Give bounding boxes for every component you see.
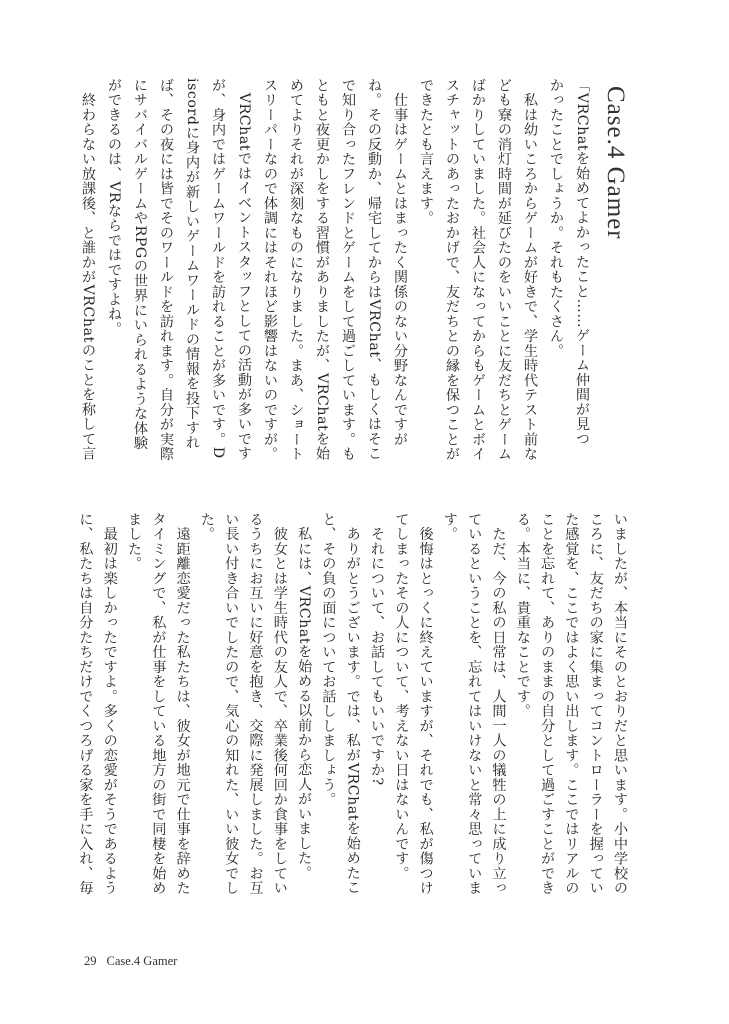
text-column: iscordに身内が新しいゲームワールドの情報を投下すれ [184, 78, 200, 450]
text-column: 後悔はとっくに終えていますが、それでも、私が傷つけ [417, 512, 434, 896]
text-column: できたとも言えます。 [418, 78, 434, 226]
text-column: ができるのは、VRならではですよね。 [106, 78, 122, 337]
text-column: ました。 [126, 512, 142, 571]
text-column: VRChatではイベントスタッフとしての活動が多いです [236, 78, 252, 461]
text-column: 私は幼いころからゲームが好きで、学生時代テスト前な [522, 78, 538, 462]
text-column: 「VRChatを始めてよかったこと……ゲーム仲間が見つ [574, 78, 590, 447]
text-column: ば、その夜には皆でそのワールドを訪れます。自分が実際 [158, 78, 174, 462]
text-column: かったことでしょうか。それもたくさん。 [548, 78, 564, 359]
page-footer [84, 954, 187, 969]
text-column: た感覚を、ここではよく思い出します。ここではリアルの [563, 512, 580, 896]
text-column: ともと夜更かしをする習慣がありましたが、VRChatを始 [314, 78, 330, 461]
text-column: ね。その反動か、帰宅してからはVRChat、もしくはそこ [366, 78, 382, 461]
text-column: 最初は楽しかったですよ。多くの恋愛がそうであるよう [101, 512, 118, 896]
text-column: い長い付き合いでしたので、気心の知れた、いい彼女でし [223, 512, 240, 896]
text-column: ころに、友だちの家に集まってコントローラーを握ってい [587, 512, 604, 896]
text-column: が、身内ではゲームワールドを訪れることが多いです。D [210, 78, 226, 459]
text-column: ありがとうございます。では、私がVRChatを始めたこ [344, 512, 361, 895]
text-column: と、その負の面についてお話ししましょう。 [320, 512, 337, 807]
text-column: スチャットのあったおかげで、友だちとの縁を保つことが [444, 78, 460, 462]
text-column: てしまったその人について、考えない日はないんです。 [393, 512, 410, 881]
text-column: ばかりしていました。社会人になってからもゲームとボイ [470, 78, 486, 462]
text-column: 終わらない放課後、と誰かがVRChatのことを称して言 [80, 78, 96, 461]
text-column: タイミングで、私が仕事をしている地方の街で同棲を始め [150, 512, 167, 896]
text-column: いましたが、本当にそのとおりだと思います。小中学校の [612, 512, 628, 896]
text-column: ことを忘れて、ありのままの自分として過ごすことができ [539, 512, 556, 896]
running-title: Case.4 Gamer [106, 954, 178, 968]
page-number: 29 [84, 954, 97, 968]
text-column: る。本当に、貴重なことです。 [514, 512, 531, 719]
text-column: た。 [198, 512, 215, 542]
text-column: ているということを、忘れてはいけないと常々思っていま [466, 512, 483, 896]
text-column: スリーパーなので体調にはそれほど影響はないのですが。 [262, 78, 278, 462]
text-column: に、私たちは自分たちだけでくつろげる家を手に入れ、毎 [77, 512, 94, 896]
text-column: それについて、お話してもいいですか? [369, 512, 385, 786]
text-column: で知り合ったフレンドとゲームをして過ごしています。も [340, 78, 356, 462]
text-column: めてよりそれが深刻なものになりました。まあ、ショート [288, 78, 304, 462]
text-column: す。 [441, 512, 458, 542]
text-column: るうちにお互いに好意を抱き、交際に発展しました。お互 [247, 512, 264, 896]
text-column: 私には、VRChatを始める以前から恋人がいました。 [296, 512, 313, 881]
chapter-title: Case.4 Gamer [602, 86, 629, 240]
text-column: 遠距離恋愛だった私たちは、彼女が地元で仕事を辞めた [174, 512, 191, 896]
text-column: 仕事はゲームとはまったく関係のない分野なんですが [392, 78, 408, 447]
text-column: ただ、今の私の日常は、人間一人の犠牲の上に成り立っ [490, 512, 507, 896]
text-column: にサバイバルゲームやRPGの世界にいられるような体験 [132, 78, 148, 451]
text-column: 彼女とは学生時代の友人で、卒業後何回か食事をしてい [271, 512, 288, 896]
text-column: ども寮の消灯時間が延びたのをいいことに友だちとゲーム [496, 78, 512, 462]
